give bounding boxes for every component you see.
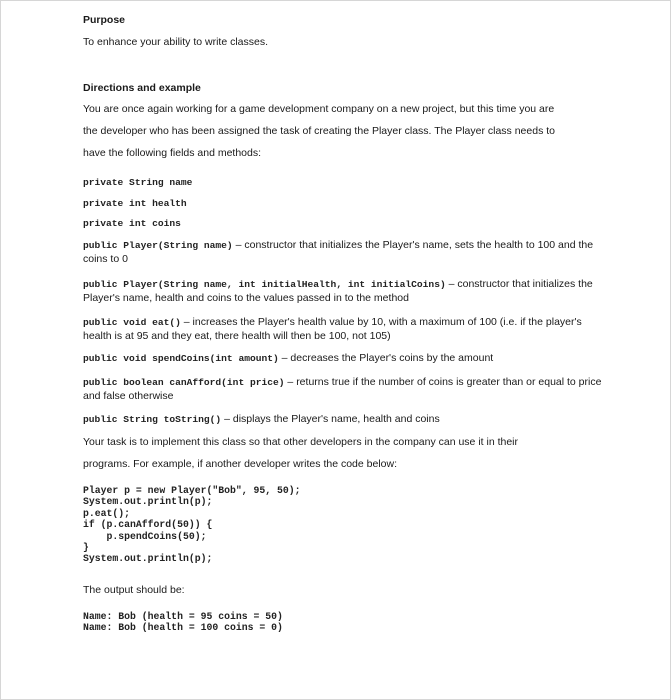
method-can-afford: [83, 376, 603, 402]
expected-output: Name: Bob (health = 95 coins = 50) Name: Bob (health = 100 coins = 0): [83, 611, 283, 634]
method-signature: public Player(String name): [83, 240, 233, 251]
intro-line: the developer who has been assigned the task of creating the Player class. The Player class needs to: [83, 125, 556, 137]
method-description: – constructor that initializes the Player's name, sets the health to 100 and the coins to 0: [83, 239, 594, 265]
method-eat: [83, 316, 603, 342]
method-description: – decreases the Player's coins by the amount: [278, 352, 494, 364]
field-name: private String name: [83, 177, 193, 188]
task-line: programs. For example, if another developer writes the code below:: [83, 458, 397, 470]
intro-line: You are once again working for a game development company on a new project, but this time you are: [83, 103, 555, 115]
purpose-text: To enhance your ability to write classes.: [83, 36, 269, 48]
method-signature: public String toString(): [83, 414, 222, 425]
code-example: Player p = new Player("Bob", 95, 50); System.out.println(p); p.eat(); if (p.canAfford(50)) { p.spendCoins(50); } System.out.println(p);: [83, 485, 301, 565]
purpose-heading: Purpose: [83, 14, 126, 26]
task-line: Your task is to implement this class so that other developers in the company can use it in their: [83, 436, 519, 448]
directions-heading: Directions and example: [83, 82, 201, 94]
method-signature: public boolean canAfford(int price): [83, 377, 285, 388]
method-constructor-default: [83, 239, 603, 265]
method-constructor-full: [83, 278, 603, 304]
method-spend-coins: [83, 352, 603, 366]
method-description: – increases the Player's health value by 10, with a maximum of 100 (i.e. if the player's health is at 95 and they eat, there health will then be 100, not 105): [83, 316, 582, 342]
intro-line: have the following fields and methods:: [83, 147, 262, 159]
field-coins: private int coins: [83, 218, 181, 229]
method-description: – displays the Player's name, health and coins: [221, 413, 440, 425]
method-description: – constructor that initializes the Player's name, health and coins to the values passed in to the method: [83, 278, 593, 304]
method-signature: public void spendCoins(int amount): [83, 353, 279, 364]
method-to-string: [83, 413, 440, 426]
output-label: The output should be:: [83, 584, 185, 596]
method-description: – returns true if the number of coins is greater than or equal to price and false otherwise: [83, 376, 602, 402]
field-health: private int health: [83, 198, 187, 209]
method-signature: public void eat(): [83, 317, 181, 328]
method-signature: public Player(String name, int initialHealth, int initialCoins): [83, 279, 446, 290]
